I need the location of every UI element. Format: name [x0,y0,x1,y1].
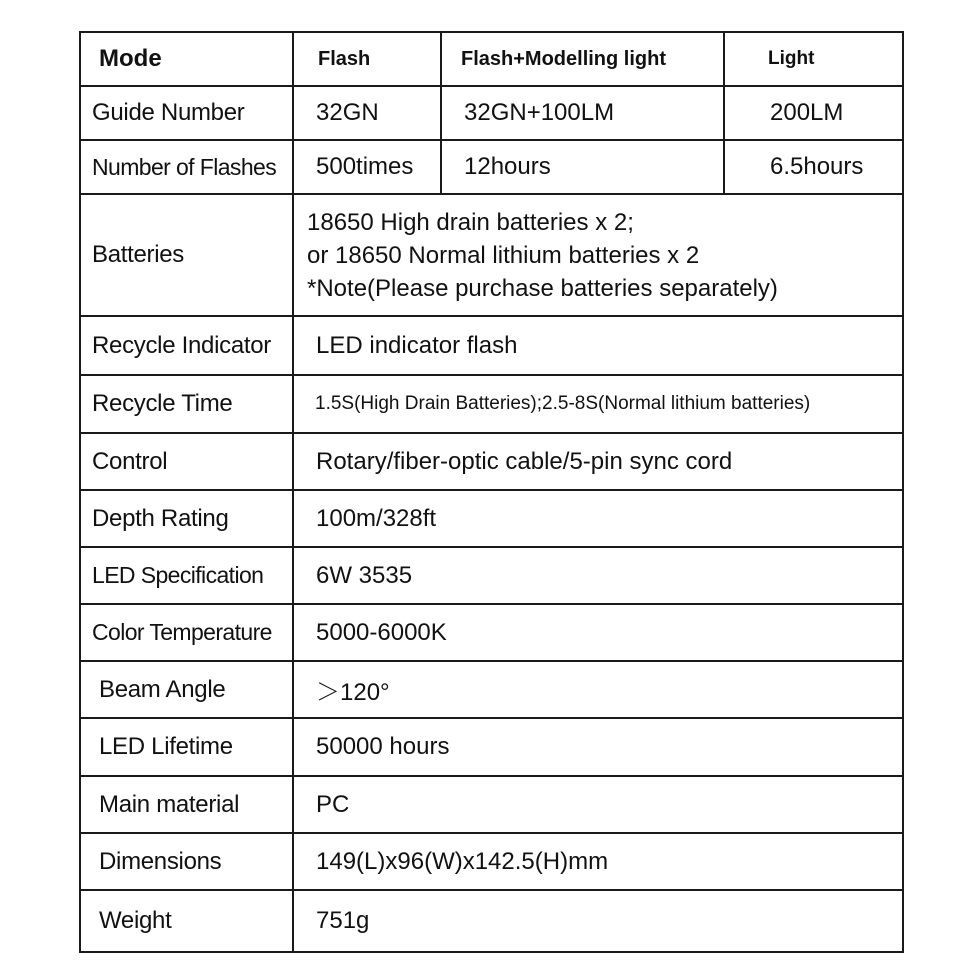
table-row [80,661,903,718]
table-row [80,433,903,490]
table-row [80,490,903,547]
number-of-flashes-flash-value: 500times [293,140,441,194]
main-material-label: Main material [80,776,293,833]
table-row [80,604,903,661]
number-of-flashes-flash-modelling-value: 12hours [441,140,724,194]
led-specification-label: LED Specification [80,547,293,604]
depth-rating-label: Depth Rating [80,490,293,547]
specification-table [79,31,904,953]
weight-value: 751g [293,890,903,952]
control-value: Rotary/fiber-optic cable/5-pin sync cord [293,433,903,490]
beam-angle-label: Beam Angle [80,661,293,718]
batteries-row [80,194,903,316]
table-header-row [80,32,903,86]
table-row [80,375,903,433]
number-of-flashes-row [80,140,903,194]
recycle-time-label: Recycle Time [80,375,293,433]
number-of-flashes-light-value: 6.5hours [724,140,903,194]
table-row [80,547,903,604]
table-row [80,316,903,375]
depth-rating-value: 100m/328ft [293,490,903,547]
flash-modelling-column-header: Flash+Modelling light [441,32,724,86]
guide-number-label: Guide Number [80,86,293,140]
batteries-value [293,194,903,316]
mode-header: Mode [80,32,293,86]
weight-label: Weight [80,890,293,952]
control-label: Control [80,433,293,490]
table-row [80,776,903,833]
led-lifetime-value: 50000 hours [293,718,903,776]
guide-number-light-value: 200LM [724,86,903,140]
recycle-indicator-value: LED indicator flash [293,316,903,375]
batteries-line-1: 18650 High drain batteries x 2; [307,208,634,236]
flash-column-header: Flash [293,32,441,86]
dimensions-label: Dimensions [80,833,293,890]
light-column-header: Light [724,32,903,86]
batteries-label: Batteries [80,194,293,316]
table-row [80,718,903,776]
led-specification-value: 6W 3535 [293,547,903,604]
dimensions-value: 149(L)x96(W)x142.5(H)mm [293,833,903,890]
color-temperature-label: Color Temperature [80,604,293,661]
beam-angle-value: ＞120° [293,661,903,718]
recycle-time-value: 1.5S(High Drain Batteries);2.5-8S(Normal lithium batteries) [293,375,903,433]
recycle-indicator-label: Recycle Indicator [80,316,293,375]
batteries-line-3: *Note(Please purchase batteries separately) [307,274,778,302]
guide-number-flash-modelling-value: 32GN+100LM [441,86,724,140]
table-row [80,833,903,890]
color-temperature-value: 5000-6000K [293,604,903,661]
guide-number-row [80,86,903,140]
main-material-value: PC [293,776,903,833]
table-row [80,890,903,952]
led-lifetime-label: LED Lifetime [80,718,293,776]
batteries-line-2: or 18650 Normal lithium batteries x 2 [307,241,700,269]
number-of-flashes-label: Number of Flashes [80,140,293,194]
guide-number-flash-value: 32GN [293,86,441,140]
